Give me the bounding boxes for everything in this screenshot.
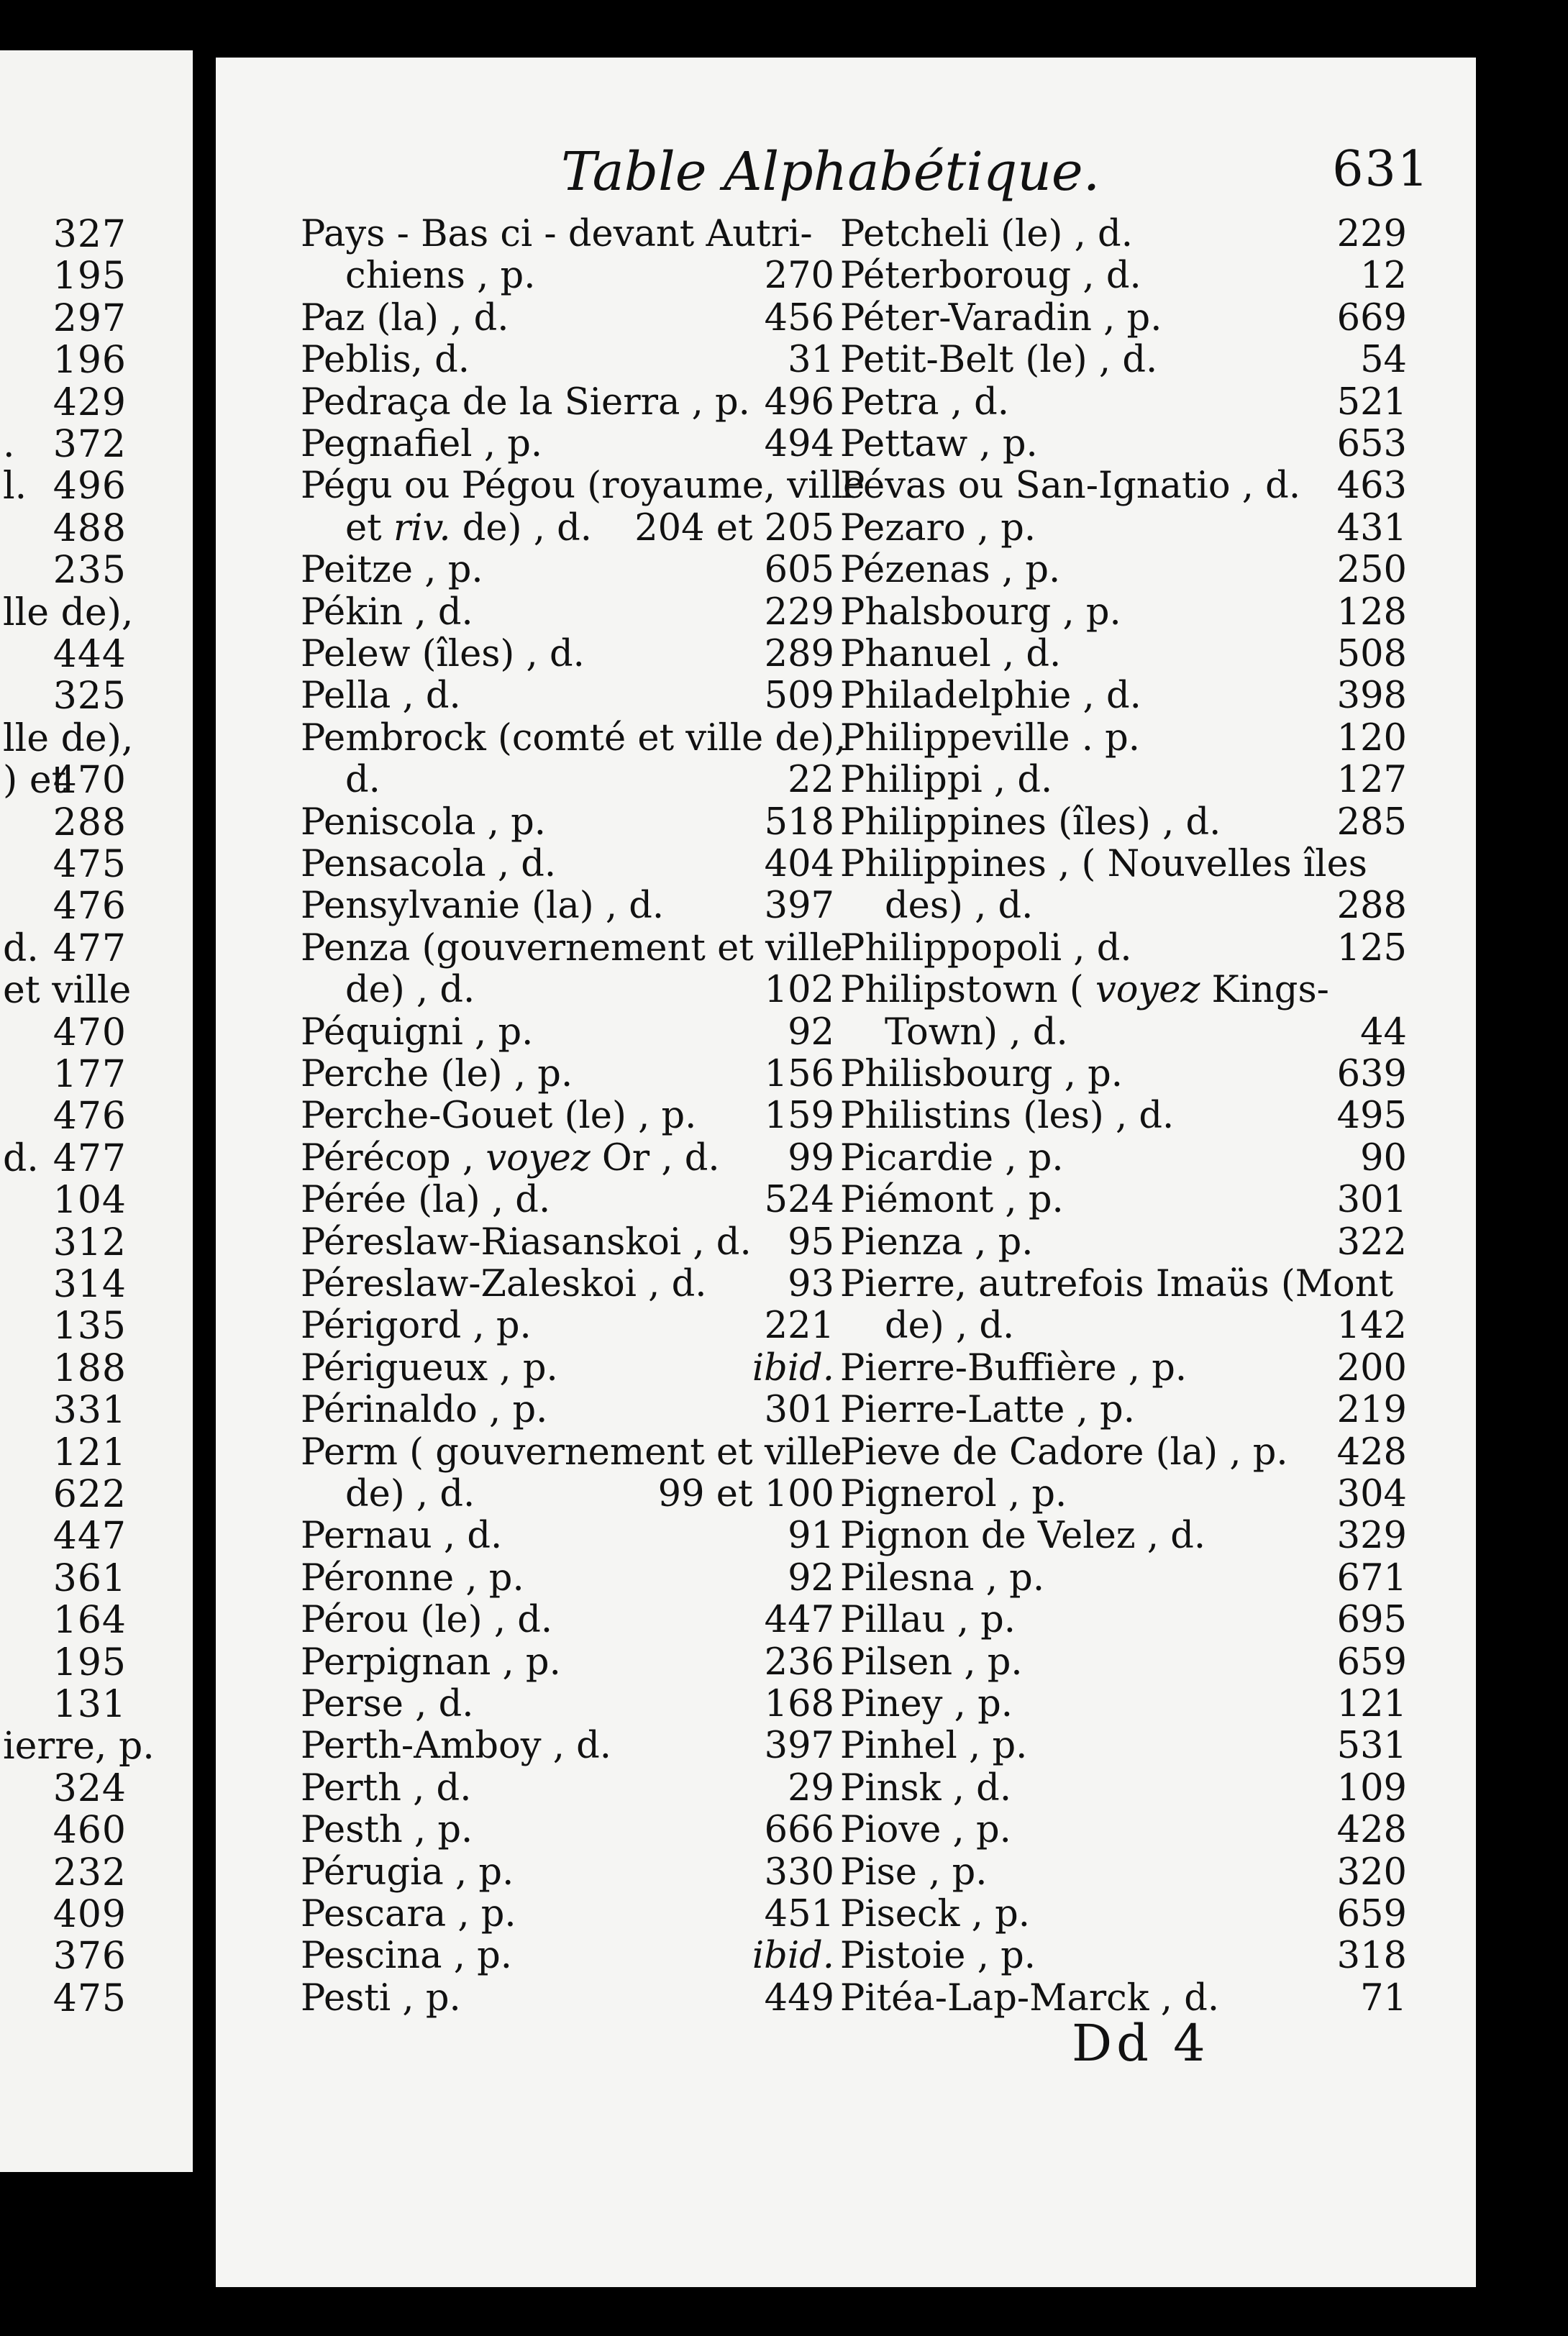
entry-name: Paz (la) , d. (301, 296, 509, 339)
entry-name: de) , d. (885, 1305, 1015, 1348)
entry-page-ref: 428 (1336, 1809, 1407, 1852)
entry-page-ref: 71 (1360, 1976, 1407, 2020)
entry-name: Péterboroug , d. (840, 255, 1141, 298)
prev-page-ref: 488 (53, 506, 127, 550)
prev-page-text-fragment: d. (3, 926, 39, 970)
prev-page-ref: 622 (53, 1473, 127, 1516)
entry-name: Perth-Amboy , d. (301, 1725, 612, 1768)
entry-name: Philisbourg , p. (840, 1053, 1123, 1095)
entry-page-ref: 496 (764, 380, 834, 424)
prev-page-ref: 496 (53, 465, 127, 508)
entry-text-part: Kings- (1200, 969, 1329, 1012)
entry-page-ref: ibid. (752, 1935, 834, 1978)
entry-name: Pérou (le) , d. (301, 1599, 553, 1642)
prev-page-ref: 235 (53, 549, 127, 593)
entry-name: Pettaw , p. (840, 423, 1038, 465)
entry-name: Périgord , p. (301, 1305, 532, 1348)
entry-name: Pévas ou San-Ignatio , d. (840, 465, 1301, 508)
entry-page-ref: 285 (1336, 800, 1407, 844)
prev-page-ref: 324 (53, 1766, 127, 1810)
entry-name: Petcheli (le) , d. (840, 213, 1133, 255)
entry-name: Pinsk , d. (840, 1766, 1012, 1810)
prev-page-ref: 460 (53, 1809, 127, 1853)
prev-page-ref: 476 (53, 1095, 127, 1139)
entry-page-ref: 93 (788, 1263, 834, 1305)
prev-page-ref: 325 (53, 675, 127, 718)
entry-name: Town) , d. (885, 1010, 1068, 1054)
entry-name: Perche-Gouet (le) , p. (301, 1095, 697, 1138)
entry-name: Pembrock (comté et ville de), (301, 716, 847, 759)
entry-name: Pégu ou Pégou (royaume, ville (301, 465, 865, 508)
entry-page-ref: 95 (788, 1221, 834, 1264)
entry-name: Pedraça de la Sierra , p. (301, 380, 750, 424)
prev-page-ref: 131 (53, 1683, 127, 1726)
entry-page-ref: 509 (764, 675, 834, 718)
entry-name: Pelew (îles) , d. (301, 633, 585, 675)
entry-page-ref: 270 (764, 255, 834, 298)
prev-page-ref: 135 (53, 1305, 127, 1349)
entry-page-ref: 289 (764, 633, 834, 675)
entry-name: Pegnafiel , p. (301, 423, 543, 465)
prev-page-ref: 444 (53, 633, 127, 676)
entry-name: Petra , d. (840, 380, 1009, 424)
prev-page-ref: 288 (53, 800, 127, 844)
entry-name: Philippines (îles) , d. (840, 800, 1221, 844)
entry-name: Pernau , d. (301, 1515, 503, 1558)
entry-name: Piney , p. (840, 1683, 1013, 1725)
entry-name: d. (345, 759, 380, 802)
prev-page-ref: 476 (53, 885, 127, 929)
index-page (216, 58, 1476, 2287)
prev-page-ref: 475 (53, 1976, 127, 2020)
entry-name (345, 506, 592, 549)
entry-name: Pescara , p. (301, 1893, 516, 1935)
entry-page-ref: 666 (764, 1809, 834, 1852)
entry-page-ref: 156 (764, 1053, 834, 1095)
entry-page-ref: 451 (764, 1893, 834, 1935)
entry-page-ref: 404 (764, 843, 834, 885)
running-head: Table Alphabétique. (561, 141, 1100, 203)
entry-page-ref: 99 (788, 1136, 834, 1180)
entry-name: Philippines , ( Nouvelles îles (840, 843, 1367, 885)
entry-name: Pézenas , p. (840, 549, 1061, 592)
entry-page-ref: 200 (1336, 1346, 1407, 1390)
prev-page-ref: 470 (53, 759, 127, 803)
prev-page-ref: 232 (53, 1851, 127, 1894)
prev-page-ref: 327 (53, 213, 127, 256)
entry-page-ref: 127 (1336, 759, 1407, 802)
previous-page-fragment (0, 50, 193, 2172)
entry-name: Pieve de Cadore (la) , p. (840, 1431, 1288, 1474)
entry-page-ref: 605 (764, 549, 834, 592)
entry-name: Pérée (la) , d. (301, 1179, 551, 1222)
entry-page-ref: 639 (1336, 1053, 1407, 1095)
prev-page-text-fragment: et ville (3, 969, 132, 1013)
entry-page-ref: 221 (764, 1305, 834, 1348)
entry-page-ref: 92 (788, 1010, 834, 1054)
entry-name: Peblis, d. (301, 339, 470, 382)
prev-page-ref: 372 (53, 423, 127, 466)
entry-name: Péter-Varadin , p. (840, 296, 1162, 339)
entry-page-ref: 301 (1336, 1179, 1407, 1222)
prev-page-ref: 314 (53, 1263, 127, 1306)
entry-name: Philippi , d. (840, 759, 1053, 802)
entry-page-ref: 44 (1360, 1010, 1407, 1054)
prev-page-ref: 104 (53, 1179, 127, 1223)
entry-name: Peniscola , p. (301, 800, 547, 844)
entry-name: Pignerol , p. (840, 1473, 1067, 1515)
entry-name: Perm ( gouvernement et ville (301, 1431, 842, 1474)
entry-name: Périnaldo , p. (301, 1389, 548, 1432)
entry-name: Pesth , p. (301, 1809, 473, 1852)
prev-page-ref: 312 (53, 1221, 127, 1264)
entry-name: Piémont , p. (840, 1179, 1064, 1222)
entry-name: Pékin , d. (301, 590, 473, 634)
entry-name: Pitéa-Lap-Marck , d. (840, 1976, 1220, 2020)
entry-page-ref: 304 (1336, 1473, 1407, 1515)
entry-name: Pise , p. (840, 1851, 988, 1894)
prev-page-ref: 409 (53, 1893, 127, 1936)
entry-text-italic: voyez (1095, 969, 1200, 1012)
entry-page-ref: 236 (764, 1641, 834, 1684)
entry-name: Piove , p. (840, 1809, 1011, 1852)
entry-name: Périgueux , p. (301, 1346, 558, 1390)
entry-name: Pienza , p. (840, 1221, 1034, 1264)
entry-name: Perpignan , p. (301, 1641, 561, 1684)
entry-name: Pistoie , p. (840, 1935, 1036, 1978)
entry-page-ref: 102 (764, 969, 834, 1012)
prev-page-text-fragment: d. (3, 1136, 39, 1180)
entry-page-ref: 495 (1336, 1095, 1407, 1138)
prev-page-ref: 195 (53, 1641, 127, 1684)
entry-page-ref: 447 (764, 1599, 834, 1642)
entry-page-ref: 322 (1336, 1221, 1407, 1264)
prev-page-ref: 177 (53, 1053, 127, 1096)
entry-page-ref: ibid. (752, 1346, 834, 1390)
entry-name: Pinhel , p. (840, 1725, 1028, 1768)
prev-page-text-fragment: l. (3, 465, 27, 508)
prev-page-ref: 164 (53, 1599, 127, 1643)
entry-page-ref: 229 (1336, 213, 1407, 255)
entry-name: Pérugia , p. (301, 1851, 514, 1894)
entry-page-ref: 518 (764, 800, 834, 844)
entry-name: Pella , d. (301, 675, 461, 718)
entry-page-ref: 653 (1336, 423, 1407, 465)
entry-name: Penza (gouvernement et ville (301, 926, 843, 969)
entry-name: Picardie , p. (840, 1136, 1064, 1180)
entry-page-ref: 397 (764, 1725, 834, 1768)
entry-name: Philippopoli , d. (840, 926, 1132, 969)
prev-page-ref: 477 (53, 1136, 127, 1180)
entry-text-italic: riv. (393, 506, 451, 549)
entry-name: de) , d. (345, 969, 475, 1012)
prev-page-ref: 297 (53, 296, 127, 340)
entry-page-ref: 142 (1336, 1305, 1407, 1348)
entry-page-ref: 90 (1360, 1136, 1407, 1180)
entry-page-ref: 318 (1336, 1935, 1407, 1978)
entry-text-part: Pérécop , (301, 1136, 486, 1180)
entry-page-ref: 125 (1336, 926, 1407, 969)
entry-page-ref: 128 (1336, 590, 1407, 634)
entry-page-ref: 659 (1336, 1893, 1407, 1935)
entry-name (840, 969, 1329, 1012)
entry-page-ref: 219 (1336, 1389, 1407, 1432)
entry-page-ref: 159 (764, 1095, 834, 1138)
entry-name: Petit-Belt (le) , d. (840, 339, 1158, 382)
entry-name: Philippeville . p. (840, 716, 1140, 759)
entry-name: Péreslaw-Zaleskoi , d. (301, 1263, 707, 1305)
entry-page-ref: 449 (764, 1976, 834, 2020)
entry-page-ref: 120 (1336, 716, 1407, 759)
prev-page-ref: 361 (53, 1556, 127, 1600)
entry-name: Péquigni , p. (301, 1010, 534, 1054)
entry-text-part: de) , d. (450, 506, 592, 549)
entry-page-ref: 229 (764, 590, 834, 634)
entry-page-ref: 669 (1336, 296, 1407, 339)
entry-name: Pilsen , p. (840, 1641, 1023, 1684)
entry-page-ref: 659 (1336, 1641, 1407, 1684)
page-number: 631 (1332, 141, 1430, 198)
entry-name: Pillau , p. (840, 1599, 1016, 1642)
prev-page-text-fragment: lle de), (3, 590, 134, 634)
entry-name: Pilesna , p. (840, 1556, 1045, 1600)
prev-page-ref: 196 (53, 339, 127, 383)
entry-page-ref: 521 (1336, 380, 1407, 424)
prev-page-text-fragment: . (3, 423, 15, 466)
prev-page-ref: 475 (53, 843, 127, 886)
prev-page-ref: 477 (53, 926, 127, 970)
entry-page-ref: 91 (788, 1515, 834, 1558)
entry-page-ref: 397 (764, 885, 834, 928)
entry-page-ref: 320 (1336, 1851, 1407, 1894)
entry-page-ref: 99 et 100 (657, 1473, 834, 1515)
entry-name: Pierre-Latte , p. (840, 1389, 1135, 1432)
entry-name: Pignon de Velez , d. (840, 1515, 1206, 1558)
prev-page-ref: 195 (53, 255, 127, 298)
entry-name: Pierre, autrefois Imaüs (Mont (840, 1263, 1394, 1305)
entry-name: Phalsbourg , p. (840, 590, 1121, 634)
entry-name: Piseck , p. (840, 1893, 1030, 1935)
entry-page-ref: 31 (788, 339, 834, 382)
entry-page-ref: 531 (1336, 1725, 1407, 1768)
prev-page-ref: 121 (53, 1431, 127, 1474)
entry-name (301, 1136, 720, 1180)
entry-name: Péreslaw-Riasanskoi , d. (301, 1221, 752, 1264)
prev-page-ref: 470 (53, 1010, 127, 1054)
entry-page-ref: 121 (1336, 1683, 1407, 1725)
entry-page-ref: 109 (1336, 1766, 1407, 1810)
entry-page-ref: 12 (1360, 255, 1407, 298)
entry-page-ref: 431 (1336, 506, 1407, 549)
prev-page-ref: 331 (53, 1389, 127, 1433)
entry-name: Phanuel , d. (840, 633, 1062, 675)
entry-text-italic: voyez (486, 1136, 591, 1180)
entry-name: Perse , d. (301, 1683, 474, 1725)
entry-page-ref: 330 (764, 1851, 834, 1894)
entry-page-ref: 494 (764, 423, 834, 465)
entry-name: des) , d. (885, 885, 1034, 928)
prev-page-text-fragment: ierre, p. (3, 1725, 155, 1769)
entry-text-part: et (345, 506, 393, 549)
entry-page-ref: 671 (1336, 1556, 1407, 1600)
entry-page-ref: 398 (1336, 675, 1407, 718)
entry-page-ref: 463 (1336, 465, 1407, 508)
entry-name: Pensylvanie (la) , d. (301, 885, 665, 928)
entry-name: Philadelphie , d. (840, 675, 1141, 718)
entry-name: Perth , d. (301, 1766, 472, 1810)
entry-name: Pays - Bas ci - devant Autri- (301, 213, 813, 255)
entry-name: Peitze , p. (301, 549, 483, 592)
entry-page-ref: 695 (1336, 1599, 1407, 1642)
prev-page-ref: 429 (53, 380, 127, 424)
entry-page-ref: 204 et 205 (634, 506, 834, 549)
entry-page-ref: 22 (788, 759, 834, 802)
entry-page-ref: 168 (764, 1683, 834, 1725)
entry-name: Pesti , p. (301, 1976, 461, 2020)
prev-page-text-fragment: lle de), (3, 716, 134, 760)
prev-page-text-fragment: ) et (3, 759, 67, 803)
entry-page-ref: 428 (1336, 1431, 1407, 1474)
entry-name: Philistins (les) , d. (840, 1095, 1175, 1138)
entry-name: de) , d. (345, 1473, 475, 1515)
entry-name: Perche (le) , p. (301, 1053, 573, 1095)
entry-page-ref: 456 (764, 296, 834, 339)
entry-page-ref: 92 (788, 1556, 834, 1600)
entry-name: Pierre-Buffière , p. (840, 1346, 1188, 1390)
entry-page-ref: 329 (1336, 1515, 1407, 1558)
entry-page-ref: 29 (788, 1766, 834, 1810)
entry-page-ref: 301 (764, 1389, 834, 1432)
prev-page-ref: 447 (53, 1515, 127, 1559)
prev-page-ref: 376 (53, 1935, 127, 1979)
entry-text-part: Or , d. (590, 1136, 720, 1180)
entry-page-ref: 250 (1336, 549, 1407, 592)
signature-mark: Dd 4 (1072, 2014, 1210, 2073)
entry-name: Pezaro , p. (840, 506, 1036, 549)
entry-page-ref: 508 (1336, 633, 1407, 675)
entry-page-ref: 54 (1360, 339, 1407, 382)
entry-name: Pensacola , d. (301, 843, 557, 885)
entry-name: Péronne , p. (301, 1556, 524, 1600)
entry-text-part: Philipstown ( (840, 969, 1095, 1012)
entry-name: Pescina , p. (301, 1935, 512, 1978)
prev-page-ref: 188 (53, 1346, 127, 1390)
entry-page-ref: 288 (1336, 885, 1407, 928)
entry-name: chiens , p. (345, 255, 536, 298)
entry-page-ref: 524 (764, 1179, 834, 1222)
